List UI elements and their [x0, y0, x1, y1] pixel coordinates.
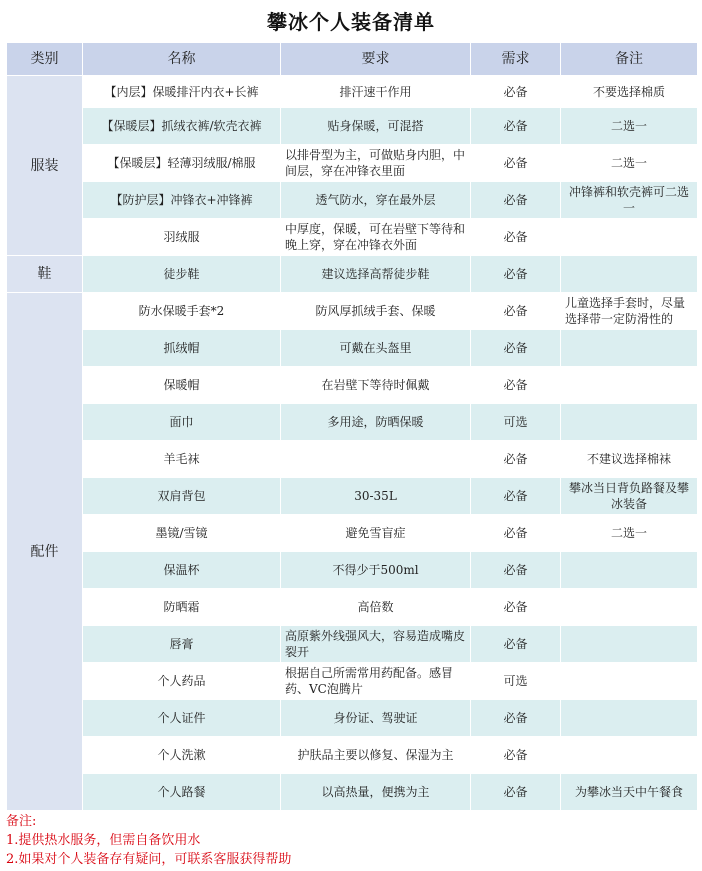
- item-remark-cell: [561, 663, 698, 700]
- item-remark-cell: 不建议选择棉袜: [561, 441, 698, 478]
- header-category: 类别: [7, 43, 83, 76]
- table-row: [7, 478, 698, 515]
- item-name-cell: 【保暖层】抓绒衣裤/软壳衣裤: [83, 108, 281, 145]
- page-title: 攀冰个人装备清单: [267, 10, 435, 34]
- item-requirement-cell: 避免雪盲症: [281, 515, 471, 552]
- item-name-cell: 徒步鞋: [83, 256, 281, 293]
- notes-heading: 备注:: [6, 814, 37, 829]
- item-name-cell: 【保暖层】轻薄羽绒服/棉服: [83, 145, 281, 182]
- table-row: [7, 737, 698, 774]
- item-remark-cell: [561, 256, 698, 293]
- item-name-cell: 【防护层】冲锋衣+冲锋裤: [83, 182, 281, 219]
- item-requirement-cell: 防风厚抓绒手套、保暖: [281, 293, 471, 330]
- item-remark-cell: 二选一: [561, 515, 698, 552]
- table-row: [7, 552, 698, 589]
- item-remark-cell: [561, 589, 698, 626]
- item-need-cell: 必备: [471, 737, 561, 774]
- item-remark-cell: [561, 367, 698, 404]
- table-row: [7, 404, 698, 441]
- item-need-cell: 必备: [471, 700, 561, 737]
- item-remark-cell: [561, 219, 698, 256]
- item-requirement-cell: 贴身保暖，可混搭: [281, 108, 471, 145]
- item-remark-cell: 攀冰当日背负路餐及攀冰装备: [561, 478, 698, 515]
- item-need-cell: 必备: [471, 515, 561, 552]
- table-row: [7, 145, 698, 182]
- item-name-cell: 双肩背包: [83, 478, 281, 515]
- item-remark-cell: [561, 404, 698, 441]
- item-name-cell: 羊毛袜: [83, 441, 281, 478]
- item-requirement-cell: 多用途，防晒保暖: [281, 404, 471, 441]
- item-requirement-cell: 根据自己所需常用药配备。感冒药、VC泡腾片: [281, 663, 471, 700]
- item-requirement-cell: 透气防水，穿在最外层: [281, 182, 471, 219]
- item-remark-cell: [561, 700, 698, 737]
- item-need-cell: 必备: [471, 182, 561, 219]
- item-name-cell: 保温杯: [83, 552, 281, 589]
- category-cell-accessories: 配件: [7, 293, 83, 811]
- table-row: [7, 108, 698, 145]
- item-need-cell: 必备: [471, 441, 561, 478]
- item-need-cell: 必备: [471, 589, 561, 626]
- item-name-cell: 【内层】保暖排汗内衣+长裤: [83, 76, 281, 108]
- item-name-cell: 保暖帽: [83, 367, 281, 404]
- item-requirement-cell: 中厚度，保暖，可在岩壁下等待和晚上穿，穿在冲锋衣外面: [281, 219, 471, 256]
- item-requirement-cell: 以高热量，便携为主: [281, 774, 471, 811]
- item-requirement-cell: 在岩壁下等待时佩戴: [281, 367, 471, 404]
- item-name-cell: 防水保暖手套*2: [83, 293, 281, 330]
- item-name-cell: 抓绒帽: [83, 330, 281, 367]
- header-name: 名称: [83, 43, 281, 76]
- item-need-cell: 必备: [471, 367, 561, 404]
- header-requirement: 要求: [281, 43, 471, 76]
- item-name-cell: 墨镜/雪镜: [83, 515, 281, 552]
- header-need: 需求: [471, 43, 561, 76]
- item-need-cell: 必备: [471, 552, 561, 589]
- item-remark-cell: 二选一: [561, 145, 698, 182]
- item-requirement-cell: 不得少于500ml: [281, 552, 471, 589]
- item-need-cell: 必备: [471, 145, 561, 182]
- item-need-cell: 可选: [471, 404, 561, 441]
- item-name-cell: 唇膏: [83, 626, 281, 663]
- table-row: [7, 441, 698, 478]
- item-requirement-cell: 身份证、驾驶证: [281, 700, 471, 737]
- item-name-cell: 个人路餐: [83, 774, 281, 811]
- item-need-cell: 必备: [471, 478, 561, 515]
- table-row: [7, 589, 698, 626]
- table-row: [7, 256, 698, 293]
- table-header-row: [7, 43, 698, 76]
- item-requirement-cell: 高原紫外线强风大，容易造成嘴皮裂开: [281, 626, 471, 663]
- item-name-cell: 羽绒服: [83, 219, 281, 256]
- item-need-cell: 必备: [471, 219, 561, 256]
- item-requirement-cell: 护肤品主要以修复、保湿为主: [281, 737, 471, 774]
- item-need-cell: 可选: [471, 663, 561, 700]
- item-need-cell: 必备: [471, 774, 561, 811]
- item-requirement-cell: 30-35L: [281, 478, 471, 515]
- notes-section: [6, 812, 291, 869]
- category-cell-clothing: 服装: [7, 76, 83, 256]
- item-remark-cell: [561, 737, 698, 774]
- item-name-cell: 个人洗漱: [83, 737, 281, 774]
- table-row: [7, 700, 698, 737]
- item-need-cell: 必备: [471, 76, 561, 108]
- item-requirement-cell: 高倍数: [281, 589, 471, 626]
- table-row: [7, 76, 698, 108]
- item-remark-cell: 冲锋裤和软壳裤可二选一: [561, 182, 698, 219]
- item-requirement-cell: 以排骨型为主，可做贴身内胆，中间层，穿在冲锋衣里面: [281, 145, 471, 182]
- item-need-cell: 必备: [471, 256, 561, 293]
- item-remark-cell: [561, 330, 698, 367]
- table-row: [7, 367, 698, 404]
- equipment-table: [6, 42, 698, 811]
- item-remark-cell: 为攀冰当天中午餐食: [561, 774, 698, 811]
- item-requirement-cell: 建议选择高帮徒步鞋: [281, 256, 471, 293]
- item-requirement-cell: [281, 441, 471, 478]
- item-need-cell: 必备: [471, 293, 561, 330]
- item-need-cell: 必备: [471, 330, 561, 367]
- table-row: [7, 663, 698, 700]
- header-remark: 备注: [561, 43, 698, 76]
- table-row: [7, 330, 698, 367]
- table-row: [7, 626, 698, 663]
- note-line-2: 2.如果对个人装备存有疑问，可联系客服获得帮助: [6, 852, 292, 867]
- item-requirement-cell: 可戴在头盔里: [281, 330, 471, 367]
- item-name-cell: 个人证件: [83, 700, 281, 737]
- item-need-cell: 必备: [471, 108, 561, 145]
- item-name-cell: 面巾: [83, 404, 281, 441]
- table-row: [7, 219, 698, 256]
- item-remark-cell: 儿童选择手套时，尽量选择带一定防滑性的: [561, 293, 698, 330]
- item-remark-cell: 不要选择棉质: [561, 76, 698, 108]
- item-need-cell: 必备: [471, 626, 561, 663]
- table-row: [7, 774, 698, 811]
- item-remark-cell: [561, 626, 698, 663]
- item-requirement-cell: 排汗速干作用: [281, 76, 471, 108]
- item-name-cell: 个人药品: [83, 663, 281, 700]
- note-line-1: 1.提供热水服务，但需自备饮用水: [6, 833, 201, 848]
- table-row: [7, 182, 698, 219]
- item-remark-cell: 二选一: [561, 108, 698, 145]
- item-name-cell: 防晒霜: [83, 589, 281, 626]
- category-cell-shoes: 鞋: [7, 256, 83, 293]
- table-row: [7, 293, 698, 330]
- table-row: [7, 515, 698, 552]
- item-remark-cell: [561, 552, 698, 589]
